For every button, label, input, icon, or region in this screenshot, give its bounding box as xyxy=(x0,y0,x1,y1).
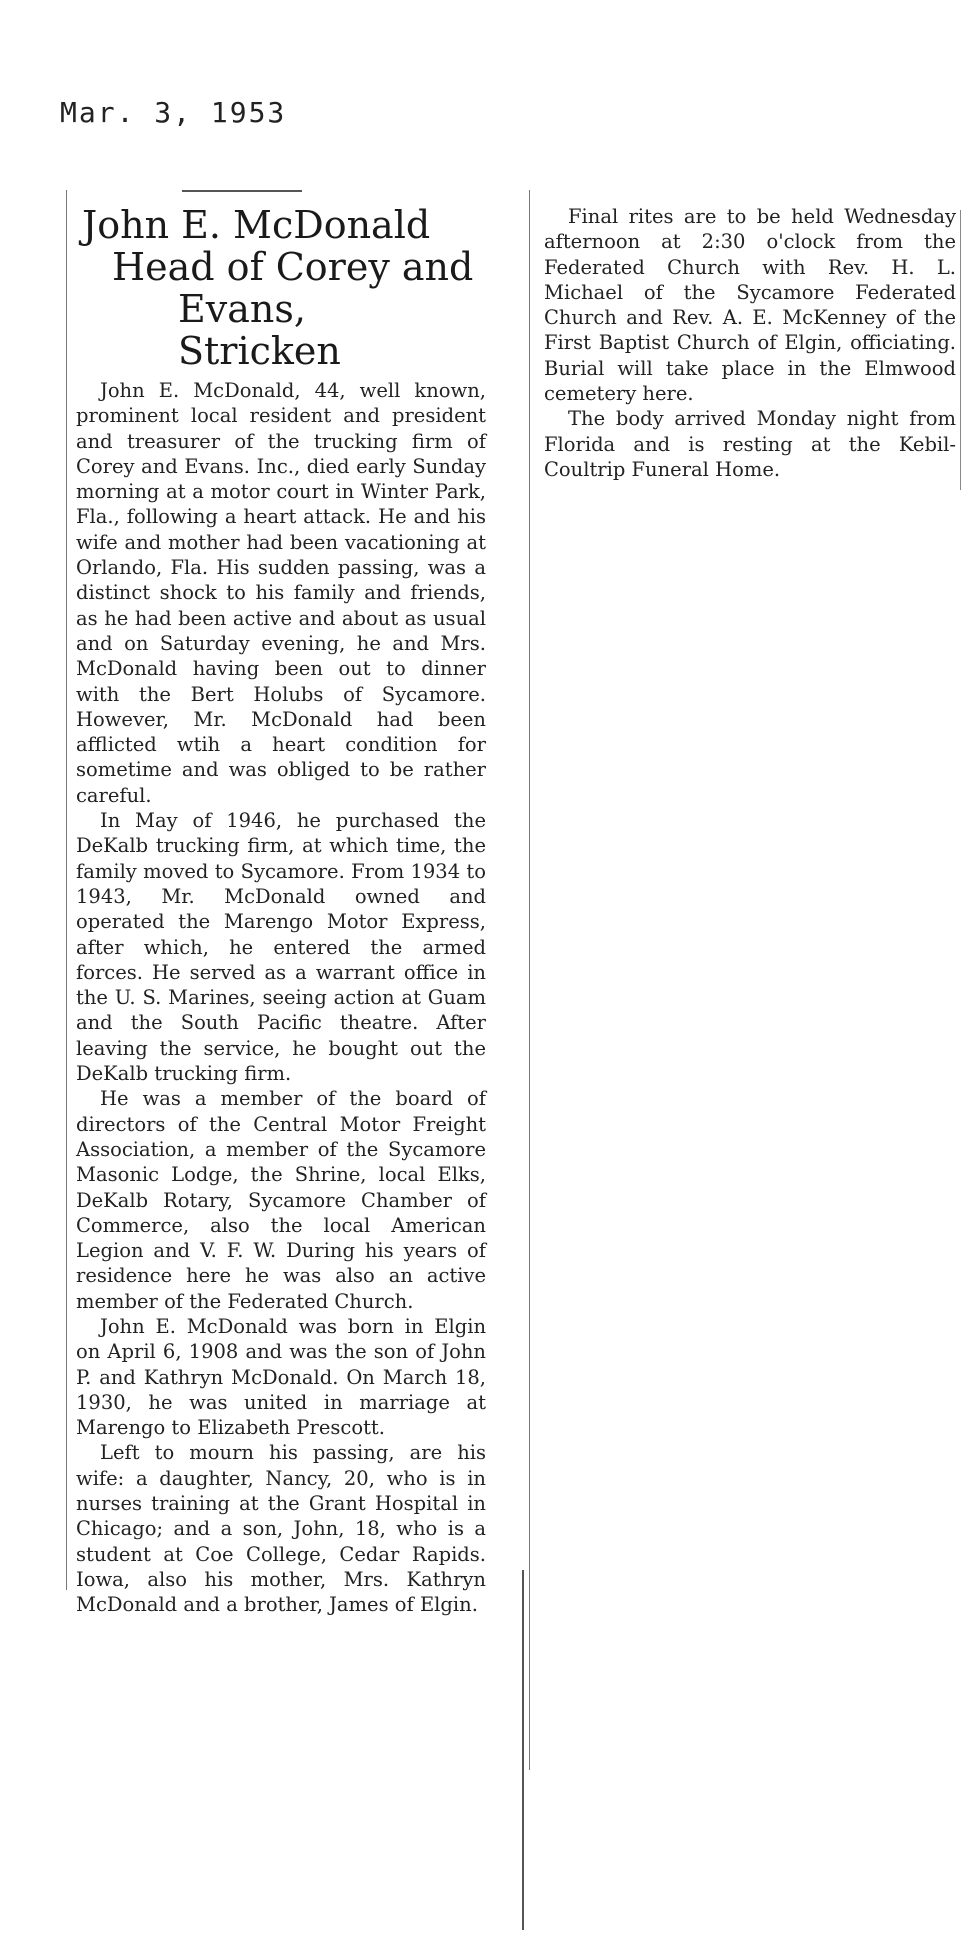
right-edge-mark xyxy=(960,210,961,490)
paragraph: The body arrived Monday night from Florida and is resting at the Kebil-Coultrip Funeral Home. xyxy=(544,407,956,481)
left-column xyxy=(76,204,486,1618)
paragraph: Left to mourn his passing, are his wife: a daughter, Nancy, 20, who is in nurses training at the Grant Hospital in Chicago; and a son, John, 18, who is a student at Coe College, Cedar Rapids. Iowa, also his mother, Mrs. Kathryn McDonald and a brother, James of Elgin. xyxy=(76,1441,486,1617)
column-divider-lower xyxy=(522,1570,524,1930)
headline-line-1: John E. McDonald xyxy=(82,203,431,247)
dateline: Mar. 3, 1953 xyxy=(60,96,287,129)
newspaper-clipping xyxy=(66,190,974,1930)
paragraph: John E. McDonald was born in Elgin on April 6, 1908 and was the son of John P. and Kathryn McDonald. On March 18, 1930, he was united in marriage at Marengo to Elizabeth Prescott. xyxy=(76,1314,486,1440)
right-column xyxy=(544,204,956,482)
paragraph: In May of 1946, he purchased the DeKalb trucking firm, at which time, the family moved to Sycamore. From 1934 to 1943, Mr. McDonald owned and operated the Marengo Motor Express, after which, he entered the armed forces. He served as a warrant office in the U. S. Marines, seeing action at Guam and the South Pacific theatre. After leaving the service, he bought out the DeKalb trucking firm. xyxy=(76,809,486,1086)
column-divider xyxy=(529,190,530,1770)
headline-rule xyxy=(182,190,302,192)
headline-line-2: Head of Corey and xyxy=(112,245,474,289)
paragraph: John E. McDonald, 44, well known, prominent local resident and president and treasurer of the trucking firm of Corey and Evans. Inc., died early Sunday morning at a motor court in Winter Park, Fla., following a heart attack. He and his wife and mother had been vacationing at Orlando, Fla. His sudden passing, was a distinct shock to his family and friends, as he had been active and about as usual and on Saturday evening, he and Mrs. McDonald having been out to dinner with the Bert Holubs of Sycamore. However, Mr. McDonald had been afflicted wtih a heart condition for sometime and was obliged to be rather careful. xyxy=(76,379,486,807)
paragraph: He was a member of the board of directors of the Central Motor Freight Association, a member of the Sycamore Masonic Lodge, the Shrine, local Elks, DeKalb Rotary, Sycamore Chamber of Commerce, also the local American Legion and V. F. W. During his years of residence here he was also an active member of the Federated Church. xyxy=(76,1087,486,1313)
headline-line-3: Evans, Stricken xyxy=(178,287,341,373)
left-column-border xyxy=(66,190,67,1590)
paragraph: Final rites are to be held Wednesday afternoon at 2:30 o'clock from the Federated Church with Rev. H. L. Michael of the Sycamore Federated Church and Rev. A. E. McKenney of the First Baptist Church of Elgin, officiating. Burial will take place in the Elmwood cemetery here. xyxy=(544,205,956,406)
headline xyxy=(76,204,486,372)
